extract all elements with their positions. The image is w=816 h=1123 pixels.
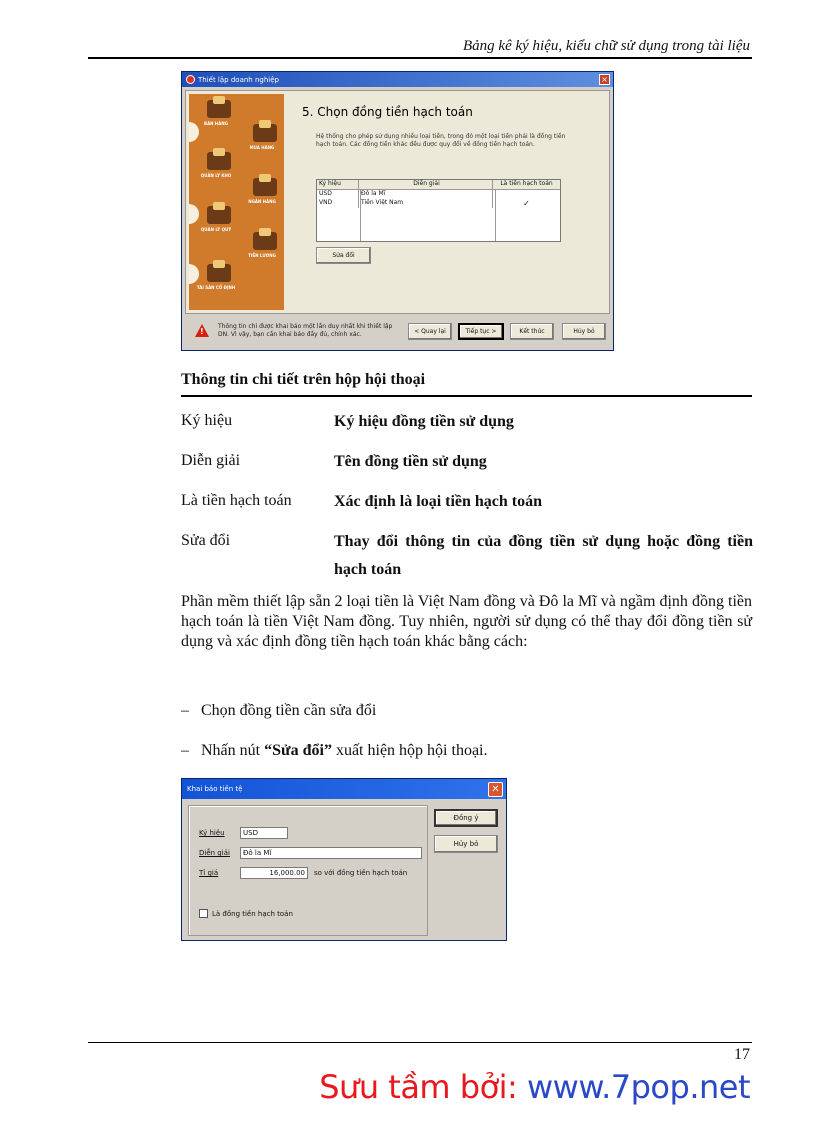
- close-icon[interactable]: ×: [599, 74, 610, 85]
- finish-button[interactable]: Kết thúc: [510, 323, 554, 340]
- module-sidebar: [189, 94, 284, 310]
- payroll-icon: [253, 232, 277, 250]
- def-edit: Thay đổi thông tin của đồng tiền sử dụng hoặc đồng tiền hạch toán: [334, 533, 753, 578]
- col-name-header[interactable]: Diễn giải: [359, 180, 493, 189]
- credit-lead: Sưu tầm bởi:: [319, 1068, 527, 1106]
- dialog-titlebar: [182, 779, 506, 799]
- bullet-dash: –: [181, 702, 189, 719]
- edit-button[interactable]: Sửa đổi: [316, 247, 371, 264]
- wizard-body: [185, 90, 610, 314]
- step-description: Hệ thống cho phép sử dụng nhiều loại tiền, trong đó một loại tiền phải là đồng tiền hạch toán. Các đồng tiền khác đều được quy đổi về đồng tiền hạch toán.: [316, 133, 566, 148]
- currency-grid: [316, 179, 561, 242]
- grid-divider: [495, 190, 496, 241]
- code-row: [199, 827, 288, 839]
- code-input[interactable]: USD: [240, 827, 288, 839]
- def-code: Ký hiệu đồng tiền sử dụng: [334, 413, 514, 430]
- step-title: 5. Chọn đồng tiền hạch toán: [302, 105, 473, 119]
- term-base: Là tiền hạch toán: [181, 492, 292, 509]
- term-edit: Sửa đổi: [181, 532, 231, 549]
- warning-text: Thông tin chỉ được khai báo một lần duy nhất khi thiết lập DN. Vì vậy, bạn cần khai báo đầy đủ, chính xác.: [218, 323, 393, 338]
- wizard-titlebar: [182, 72, 613, 87]
- code-label: Ký hiệu: [199, 829, 225, 837]
- back-button[interactable]: < Quay lại: [408, 323, 452, 340]
- section-rule: [181, 395, 752, 397]
- credit-url[interactable]: www.7pop.net: [527, 1068, 750, 1106]
- page-number: 17: [734, 1046, 750, 1063]
- name-row: [199, 847, 422, 859]
- module-bank[interactable]: NGÂN HÀNG: [239, 174, 284, 208]
- cell-name: Tiền Việt Nam: [359, 199, 493, 208]
- col-base-header[interactable]: Là tiền hạch toán: [500, 180, 553, 187]
- checkmark-icon: ✓: [523, 199, 530, 208]
- rate-suffix: so với đồng tiền hạch toán: [314, 869, 408, 877]
- cell-base: [493, 190, 560, 199]
- running-header: Bảng kê ký hiệu, kiểu chữ sử dụng trong tài liệu: [463, 38, 750, 54]
- cancel-button[interactable]: Hủy bỏ: [562, 323, 606, 340]
- wizard-title: Thiết lập doanh nghiệp: [198, 75, 279, 84]
- next-button[interactable]: Tiếp tục >: [458, 323, 504, 340]
- list-item: [181, 702, 376, 720]
- grid-divider: [360, 190, 361, 241]
- module-inventory[interactable]: QUẢN LÝ KHO: [193, 148, 239, 182]
- base-row: [199, 909, 293, 918]
- credit-watermark: [319, 1068, 750, 1106]
- ok-button[interactable]: Đồng ý: [434, 809, 498, 827]
- inventory-icon: [207, 152, 231, 170]
- term-code: Ký hiệu: [181, 412, 233, 429]
- module-payroll[interactable]: TIỀN LƯƠNG: [239, 228, 284, 262]
- currency-dialog: [181, 778, 507, 941]
- cancel-button[interactable]: Hủy bỏ: [434, 835, 498, 853]
- purchase-icon: [253, 124, 277, 142]
- term-name: Diễn giải: [181, 452, 241, 469]
- cash-icon: [207, 206, 231, 224]
- cell-code: VND: [317, 199, 359, 208]
- name-label: Diễn giải: [199, 849, 230, 857]
- rate-input[interactable]: 16,000.00: [240, 867, 308, 879]
- wizard-window: [181, 71, 614, 351]
- base-checkbox[interactable]: [199, 909, 208, 918]
- section-title: Thông tin chi tiết trên hộp hội thoại: [181, 371, 426, 388]
- table-row[interactable]: [317, 199, 560, 208]
- cell-code: USD: [317, 190, 359, 199]
- def-name: Tên đồng tiền sử dụng: [334, 453, 487, 470]
- bullet-text: Nhấn nút “Sửa đổi” xuất hiện hộp hội thoại.: [201, 742, 488, 759]
- def-base: Xác định là loại tiền hạch toán: [334, 493, 543, 510]
- wizard-footer: [182, 316, 613, 350]
- header-rule: [88, 57, 752, 59]
- name-input[interactable]: Đô la Mĩ: [240, 847, 422, 859]
- app-icon: [186, 75, 195, 84]
- bullet-dash: –: [181, 742, 189, 759]
- dialog-title: Khai báo tiền tệ: [187, 785, 243, 793]
- warning-icon: [195, 324, 209, 337]
- module-sales[interactable]: BÁN HÀNG: [193, 96, 239, 130]
- rate-label: Tỉ giá: [199, 869, 219, 877]
- table-row[interactable]: [317, 190, 560, 199]
- col-code-header[interactable]: Ký hiệu: [317, 180, 359, 189]
- bank-icon: [253, 178, 277, 196]
- fixed-assets-icon: [207, 264, 231, 282]
- sales-icon: [207, 100, 231, 118]
- close-icon[interactable]: ✕: [488, 782, 503, 797]
- module-fixed-assets[interactable]: TÀI SẢN CỐ ĐỊNH: [193, 260, 239, 304]
- rate-row: [199, 867, 407, 879]
- body-paragraph: Phần mềm thiết lập sẵn 2 loại tiền là Việt Nam đồng và Đô la Mĩ và ngầm định đồng tiền hạch toán là tiền Việt Nam đồng. Tuy nhiên, người sử dụng có thể thay đổi đồng tiền sử dụng và xác định đồng tiền hạch toán khác bằng cách:: [181, 593, 752, 650]
- module-purchase[interactable]: MUA HÀNG: [239, 120, 284, 154]
- cell-name: Đô la Mĩ: [359, 190, 493, 199]
- dialog-panel: [188, 805, 428, 936]
- base-checkbox-label: Là đồng tiền hạch toán: [212, 909, 293, 918]
- list-item: [181, 742, 487, 760]
- module-cash[interactable]: QUẢN LÝ QUỸ: [193, 202, 239, 236]
- footer-rule: [88, 1042, 752, 1043]
- bullet-text: Chọn đồng tiền cần sửa đổi: [201, 702, 377, 719]
- grid-header: [317, 180, 560, 190]
